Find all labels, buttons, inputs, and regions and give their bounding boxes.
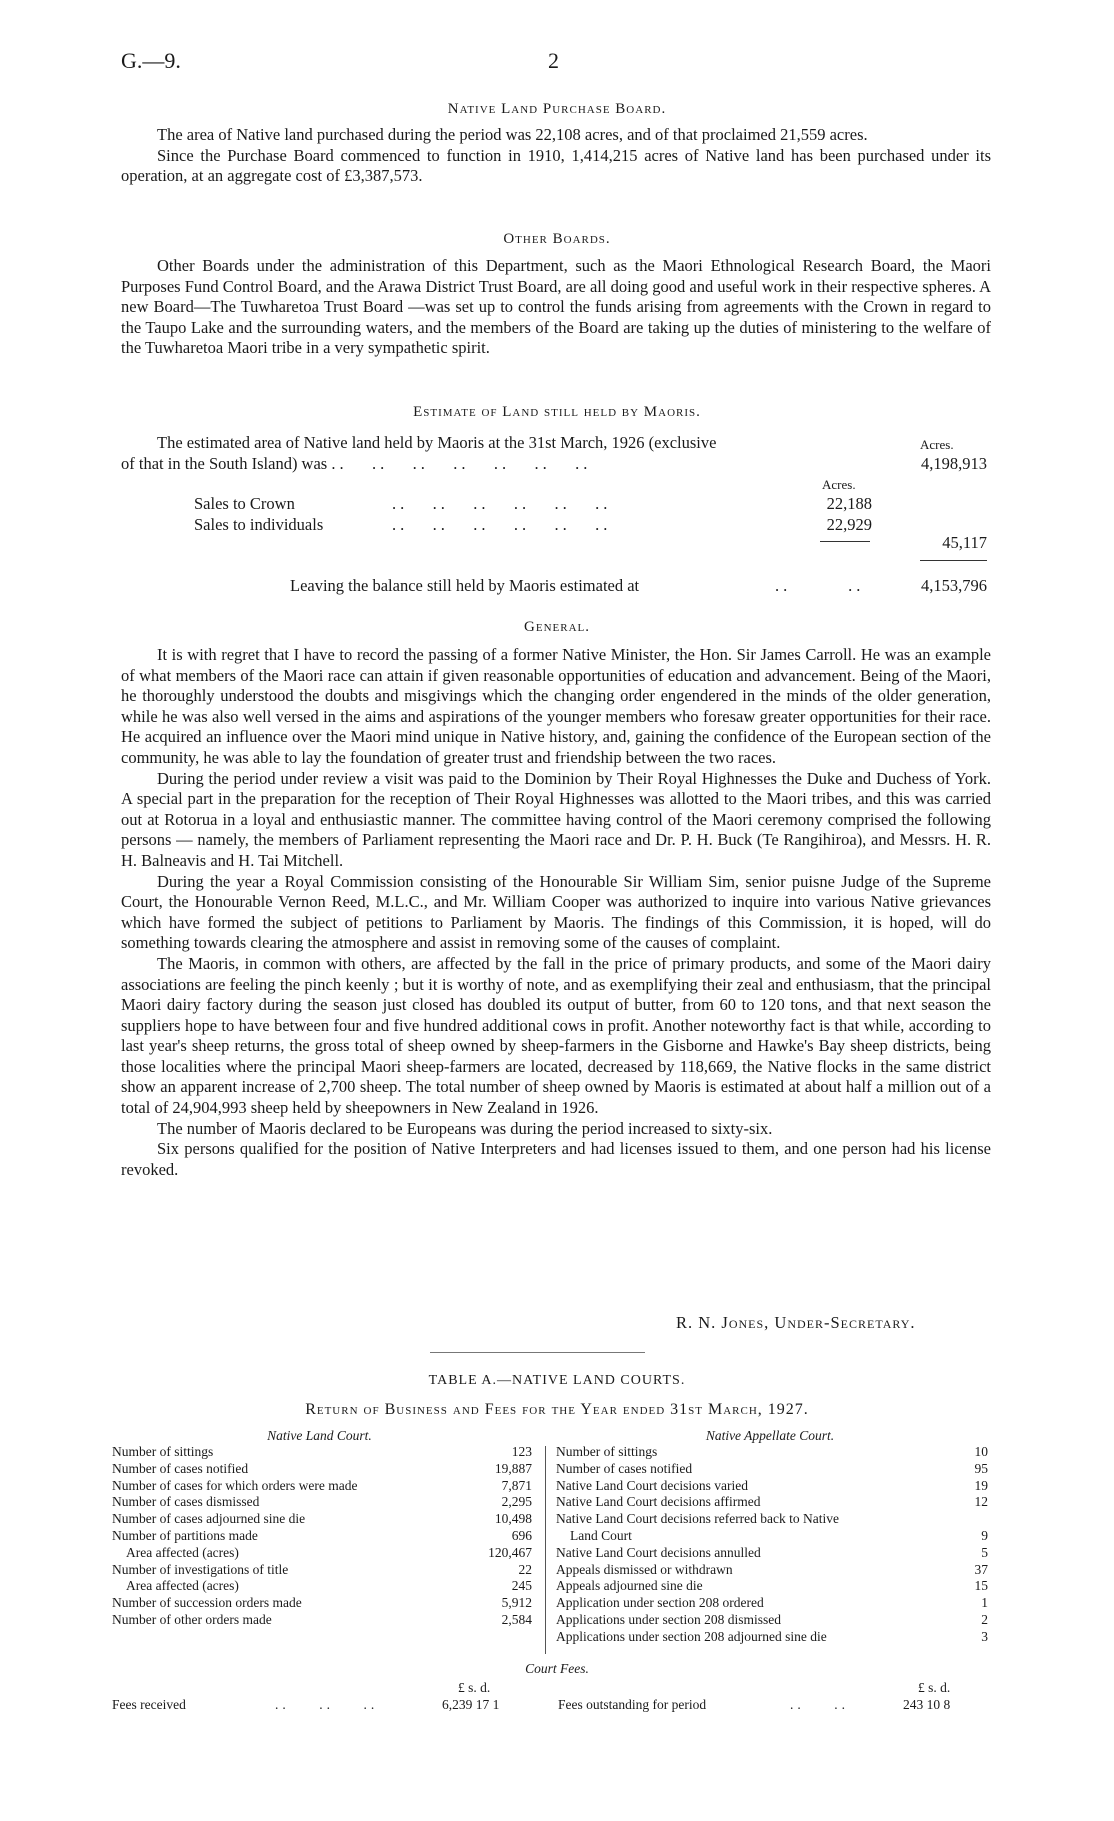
paragraph: During the year a Royal Commission consisting of the Honourable Sir William Sim, senior puisne Judge of the Supreme Court, the Honourable Vernon Reed, M.L.C., and Mr. William Cooper was authorized to inquire into various Native grievances which have formed the subject of petitions to Parliament by Maoris. The findings of this Commission, it is hoped, will do something towards clearing the atmosphere and assist in removing some of the causes of complaint. [121, 871, 991, 953]
row-label: Native Land Court decisions varied [556, 1477, 748, 1493]
leader-dots: .. .. .. [275, 1697, 379, 1712]
paragraph: During the period under review a visit was paid to the Dominion by Their Royal Highnesses the Duke and Duchess of York. A special part in the preparation for the reception of Their Royal Highnesses was allotted to the Maori tribes, and this was carried out at Rotorua in a loyal and enthusiastic manner. The committee having control of the Maori ceremony comprised the following persons — namely, the members of Parliament representing the Maori race and Dr. P. H. Buck (Te Rangihiroa), and Messrs. H. R. H. Balneavis and H. Tai Mitchell. [121, 768, 991, 870]
table-row [556, 1612, 988, 1629]
page-reference: G.—9. [121, 48, 181, 73]
row-value: 5 [981, 1544, 988, 1560]
row-label: Number of cases for which orders were made [112, 1477, 358, 1493]
sales-total: 45,117 [942, 533, 987, 552]
row-label: Native Land Court decisions referred back to Native [556, 1511, 840, 1527]
sales-crown-label: Sales to Crown [194, 494, 295, 513]
row-value: 9 [981, 1527, 988, 1543]
row-label: Number of other orders made [112, 1611, 272, 1627]
row-value: 7,871 [501, 1477, 532, 1493]
table-row [556, 1528, 988, 1545]
row-label: Native Land Court decisions affirmed [556, 1494, 761, 1510]
other-boards-body [121, 256, 991, 359]
row-value: 3 [981, 1628, 988, 1644]
row-label: Native Land Court decisions annulled [556, 1544, 761, 1560]
row-label: Number of cases adjourned sine die [112, 1511, 306, 1527]
row-label: Land Court [570, 1527, 632, 1543]
signature: R. N. Jones, Under-Secretary. [676, 1313, 916, 1332]
table-row [112, 1595, 532, 1612]
fees-received-value: 6,239 17 1 [442, 1697, 500, 1712]
paragraph: The area of Native land purchased during the period was 22,108 acres, and of that proclaimed 21,559 acres. [157, 125, 868, 144]
row-label: Area affected (acres) [126, 1578, 239, 1594]
row-value: 123 [511, 1444, 532, 1459]
table-row [556, 1494, 988, 1511]
row-value: 95 [974, 1460, 988, 1476]
land-purchase-body [121, 125, 991, 187]
sub-acres-label: Acres. [822, 477, 856, 492]
table-row [556, 1595, 988, 1612]
subtotal-rule [820, 541, 870, 542]
estimate-intro-line1: The estimated area of Native land held by Maoris at the 31st March, 1926 (exclusive [157, 433, 717, 452]
table-row [112, 1494, 532, 1511]
court-fees-heading: Court Fees. [525, 1661, 589, 1676]
leader-dots: .. .. [775, 576, 865, 595]
balance-value: 4,153,796 [921, 576, 987, 595]
table-row [112, 1578, 532, 1595]
balance-label: Leaving the balance still held by Maoris estimated at [290, 576, 640, 595]
native-land-court-table [112, 1444, 532, 1629]
section-divider [430, 1352, 645, 1353]
row-value: 10,498 [494, 1511, 532, 1527]
leader-dots: .. .. .. .. .. .. [392, 515, 612, 534]
row-value: 19 [974, 1477, 988, 1493]
paragraph: Other Boards under the administration of this Department, such as the Maori Ethnological Research Board, the Maori Purposes Fund Control Board, and the Arawa District Trust Board, are all doing good and useful work in their respective spheres. A new Board—The Tuwharetoa Trust Board —was set up to control the funds arising from agreements with the Crown in regard to the Taupo Lake and the surrounding waters, and the members of the Board are taking up the duties of ministering to the welfare of the Tuwharetoa Maori tribe in a very sympathetic spirit. [121, 256, 991, 358]
table-row [112, 1461, 532, 1478]
row-value: 120,467 [488, 1544, 532, 1560]
row-value: 37 [974, 1561, 988, 1577]
row-value: 12 [974, 1494, 988, 1510]
row-value: 2,584 [501, 1611, 532, 1627]
row-value: 10 [974, 1444, 988, 1459]
row-label: Number of sittings [112, 1444, 214, 1459]
page-number: 2 [548, 48, 559, 73]
section-heading-land-purchase: Native Land Purchase Board. [447, 101, 667, 117]
row-value: 696 [511, 1527, 532, 1543]
general-body [121, 645, 991, 1180]
row-label: Applications under section 208 dismissed [556, 1611, 781, 1627]
fees-outstanding-value: 243 10 8 [903, 1697, 951, 1712]
paragraph: Since the Purchase Board commenced to function in 1910, 1,414,215 acres of Native land has been purchased under its operation, at an aggregate cost of £3,387,573. [121, 145, 991, 186]
table-row [556, 1562, 988, 1579]
paragraph: The number of Maoris declared to be Europeans was during the period increased to sixty-six. [157, 1118, 773, 1138]
appellate-court-table [556, 1444, 988, 1646]
table-subtitle: Return of Business and Fees for the Year ended 31st March, 1927. [305, 1401, 809, 1418]
table-row [112, 1545, 532, 1562]
table-row [556, 1444, 988, 1461]
leader-dots: .. .. [790, 1697, 849, 1712]
estimate-intro-line2: of that in the South Island) was .. .. .. .. .. .. .. [121, 454, 592, 473]
row-value: 22 [518, 1561, 532, 1577]
row-label: Applications under section 208 adjourned sine die [556, 1628, 827, 1644]
row-label: Number of partitions made [112, 1527, 258, 1543]
row-label: Number of investigations of title [112, 1561, 289, 1577]
row-value: 2 [981, 1611, 988, 1627]
row-value: 245 [511, 1578, 532, 1594]
currency-header-right: £ s. d. [918, 1680, 951, 1695]
row-value: 1 [981, 1595, 988, 1611]
row-label: Number of cases notified [556, 1460, 693, 1476]
paragraph: Six persons qualified for the position of Native Interpreters and had licenses issued to them, and one person had his license revoked. [121, 1139, 991, 1179]
fees-received-label: Fees received [112, 1697, 186, 1712]
row-label: Number of succession orders made [112, 1595, 302, 1611]
table-row [112, 1478, 532, 1495]
table-row [556, 1629, 988, 1646]
left-column-heading: Native Land Court. [267, 1428, 372, 1443]
table-row [112, 1511, 532, 1528]
row-value: 15 [974, 1578, 988, 1594]
table-title: TABLE A.—NATIVE LAND COURTS. [428, 1373, 686, 1388]
estimate-total-area: 4,198,913 [921, 454, 987, 473]
row-label: Number of cases dismissed [112, 1494, 260, 1510]
row-value: 2,295 [501, 1494, 532, 1510]
row-label: Number of sittings [556, 1444, 658, 1459]
row-label: Number of cases notified [112, 1460, 249, 1476]
row-label: Area affected (acres) [126, 1544, 239, 1560]
row-value [968, 1511, 988, 1528]
fees-outstanding-label: Fees outstanding for period [558, 1697, 707, 1712]
row-label: Appeals dismissed or withdrawn [556, 1561, 733, 1577]
section-heading-general: General. [524, 619, 590, 635]
sales-individuals-value: 22,929 [826, 515, 872, 534]
row-label: Application under section 208 ordered [556, 1595, 764, 1611]
table-row [112, 1562, 532, 1579]
row-label: Appeals adjourned sine die [556, 1578, 703, 1594]
table-row [112, 1528, 532, 1545]
table-row [556, 1578, 988, 1595]
table-row [556, 1478, 988, 1495]
paragraph: It is with regret that I have to record the passing of a former Native Minister, the Hon. Sir James Carroll. He was an example of what members of the Maori race can attain if given reasonable opportunities of education and advancement. Being of the Maori, he thoroughly understood the doubts and misgivings which the changing order engendered in the minds of the older generation, while he was also well versed in the aims and aspirations of the younger members who foresaw greater opportunities for their race. He acquired an influence over the Maori mind unique in Native history, and, gaining the confidence of the European section of the community, he was able to lay the foundation of greater trust and friendship between the two races. [121, 645, 991, 767]
table-row [112, 1612, 532, 1629]
total-rule [920, 560, 987, 561]
section-heading-other-boards: Other Boards. [503, 231, 611, 247]
table-row [556, 1545, 988, 1562]
table-row [556, 1511, 988, 1528]
acres-column-label: Acres. [920, 437, 954, 452]
column-divider [545, 1446, 546, 1654]
row-value: 19,887 [494, 1460, 532, 1476]
row-value: 5,912 [501, 1595, 532, 1611]
table-row [556, 1461, 988, 1478]
section-heading-estimate: Estimate of Land still held by Maoris. [413, 404, 701, 420]
paragraph: The Maoris, in common with others, are affected by the fall in the price of primary products, and some of the Maori dairy associations are feeling the pinch keenly ; but it is worthy of note, and as exemplifying their zeal and enthusiasm, that the principal Maori dairy factory during the season just closed has doubled its output of butter, from 60 to 120 tons, and that next season the suppliers hope to have between four and five hundred additional cows in profit. Another noteworthy fact is that while, according to last year's sheep returns, the gross total of sheep owned by sheep-farmers in the Gisborne and Hawke's Bay sheep districts, being those localities where the principal Maori sheep-farmers are located, decreased by 118,669, the Native flocks in the same district show an apparent increase of 2,700 sheep. The total number of sheep owned by Maoris is estimated at about half a million out of a total of 24,904,993 sheep held by sheepowners in New Zealand in 1926. [121, 953, 991, 1118]
table-row [112, 1444, 532, 1461]
currency-header-left: £ s. d. [458, 1680, 491, 1695]
sales-individuals-label: Sales to individuals [194, 515, 324, 534]
leader-dots: .. .. .. .. .. .. [392, 494, 612, 513]
sales-crown-value: 22,188 [826, 494, 872, 513]
right-column-heading: Native Appellate Court. [705, 1428, 835, 1443]
